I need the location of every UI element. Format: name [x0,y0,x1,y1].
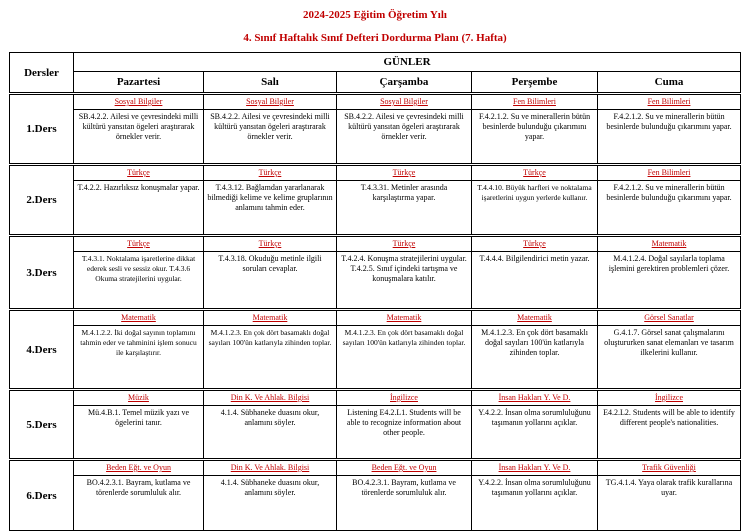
objective-text: T.4.4.4. Bilgilendirici metin yazar. [479,254,590,263]
subject-label: Trafik Güvenliği [598,460,741,476]
objective-text: F.4.2.1.2. Su ve minerallerin bütün besinlerde bulunduğu çıkarımını yapar. [606,112,732,131]
day-header-carsamba: Çarşamba [337,72,472,94]
weekly-plan-table [9,52,741,531]
objective-text: T.4.3.18. Okuduğu metinle ilgili soruları cevaplar. [218,254,322,273]
objective-text: 4.1.4. Sübhaneke duasını okur, anlamını söyler. [220,478,320,497]
subject-label: Fen Bilimleri [472,94,598,110]
ders-label: 5.Ders [10,390,74,460]
ders-label: 1.Ders [10,94,74,165]
subject-label: İngilizce [337,390,472,406]
objective-text: 4.1.4. Sübhaneke duasını okur, anlamını söyler. [220,408,320,427]
objective-text: T.4.3.1. Noktalama işaretlerine dikkat ederek sesli ve sessiz okur. T.4.3.6 Okuma stratejilerini uygular. [81,254,196,283]
objective-text: TG.4.1.4. Yaya olarak trafik kurallarına uyar. [605,478,733,497]
subject-label: Din K. Ve Ahlak. Bilgisi [204,460,337,476]
subject-label: Görsel Sanatlar [598,310,741,326]
subject-label: Türkçe [337,165,472,181]
subject-label: İngilizce [598,390,741,406]
subject-label: Türkçe [204,236,337,252]
objective-text: T.4.2.2. Hazırlıksız konuşmalar yapar. [77,183,200,192]
ders-label: 4.Ders [10,310,74,390]
subject-label: Matematik [74,310,204,326]
subject-label: Matematik [337,310,472,326]
objective-text: Mü.4.B.1. Temel müzik yazı ve ögelerini tanır. [87,408,190,427]
subject-label: Türkçe [472,236,598,252]
subject-label: Fen Bilimleri [598,165,741,181]
objective-text: M.4.1.2.2. İki doğal sayının toplamını tahmin eder ve tahminini işlem sonucu ile karşılaştırır. [80,328,197,357]
subject-label: İnsan Hakları Y. Ve D. [472,390,598,406]
document-subtitle: 4. Sınıf Haftalık Sınıf Defteri Dordurma Planı (7. Hafta) [243,32,507,44]
objective-text: BO.4.2.3.1. Bayram, kutlama ve törenlerde sorumluluk alır. [352,478,456,497]
objective-text: Y.4.2.2. İnsan olma sorumluluğunu taşımanın yollarını açıklar. [478,478,591,497]
subject-label: Türkçe [337,236,472,252]
document-title: 2024-2025 Eğitim Öğretim Yılı [303,9,447,21]
objective-text: SB.4.2.2. Ailesi ve çevresindeki milli kültürü yansıtan ögeleri araştırarak örnekler verir. [344,112,464,141]
subject-label: Beden Eğt. ve Oyun [337,460,472,476]
subject-label: İnsan Hakları Y. Ve D. [472,460,598,476]
objective-text: T.4.2.4. Konuşma stratejilerini uygular. T.4.2.5. Sınıf içindeki tartışma ve konuşmalara katılır. [341,254,467,283]
dersler-header: Dersler [10,53,74,94]
subject-label: Sosyal Bilgiler [337,94,472,110]
ders-label: 3.Ders [10,236,74,310]
objective-text: M.4.1.2.3. En çok dört basamaklı doğal sayıları 100'ün katlarıyla zihinden toplar. [342,328,466,347]
subject-label: Türkçe [74,236,204,252]
objective-text: M.4.1.2.3. En çok dört basamaklı doğal sayıları 100'ün katlarıyla zihinden toplar. [481,328,588,357]
objective-text: M.4.1.2.3. En çok dört basamaklı doğal sayıları 100'ün katlarıyla zihinden toplar. [208,328,332,347]
ders-label: 6.Ders [10,460,74,531]
subject-label: Matematik [204,310,337,326]
objective-text: SB.4.2.2. Ailesi ve çevresindeki milli kültürü yansıtan ögeleri araştırarak örnekler verir. [210,112,330,141]
objective-text: M.4.1.2.4. Doğal sayılarla toplama işlemini gerektiren problemleri çözer. [608,254,730,273]
objective-text: E4.2.L2. Students will be able to identify different people's nationalities. [603,408,735,427]
day-header-cuma: Cuma [598,72,741,94]
subject-label: Türkçe [472,165,598,181]
subject-label: Türkçe [204,165,337,181]
subject-label: Beden Eğt. ve Oyun [74,460,204,476]
objective-text: T.4.4.10. Büyük harfleri ve noktalama işaretlerini uygun yerlerde kullanır. [477,183,592,202]
objective-text: BO.4.2.3.1. Bayram, kutlama ve törenlerde sorumluluk alır. [86,478,191,497]
objective-text: SB.4.2.2. Ailesi ve çevresindeki milli kültürü yansıtan ögeleri araştırarak örnekler verir. [78,112,199,141]
objective-text: F.4.2.1.2. Su ve minerallerin bütün besinlerde bulunduğu çıkarımını yapar. [478,112,591,141]
subject-label: Sosyal Bilgiler [74,94,204,110]
day-header-persembe: Perşembe [472,72,598,94]
objective-text: Y.4.2.2. İnsan olma sorumluluğunu taşımanın yollarını açıklar. [478,408,591,427]
objective-text: G.4.1.7. Görsel sanat çalışmalarını oluştururken sanat elemanları ve tasarım ilkelerini kullanır. [604,328,734,357]
subject-label: Matematik [472,310,598,326]
subject-label: Sosyal Bilgiler [204,94,337,110]
objective-text: Listening E4.2.L1. Students will be able to recognize information about other people. [346,408,462,437]
objective-text: T.4.3.31. Metinler arasında karşılaştırma yapar. [360,183,448,202]
gunler-header: GÜNLER [74,53,741,72]
subject-label: Türkçe [74,165,204,181]
day-header-sali: Salı [204,72,337,94]
day-header-pazartesi: Pazartesi [74,72,204,94]
objective-text: T.4.3.12. Bağlamdan yararlanarak bilmediği kelime ve kelime gruplarının anlamını tahmin eder. [207,183,333,212]
subject-label: Matematik [598,236,741,252]
ders-label: 2.Ders [10,165,74,236]
objective-text: F.4.2.1.2. Su ve minerallerin bütün besinlerde bulunduğu çıkarımını yapar. [606,183,732,202]
subject-label: Fen Bilimleri [598,94,741,110]
subject-label: Müzik [74,390,204,406]
subject-label: Din K. Ve Ahlak. Bilgisi [204,390,337,406]
